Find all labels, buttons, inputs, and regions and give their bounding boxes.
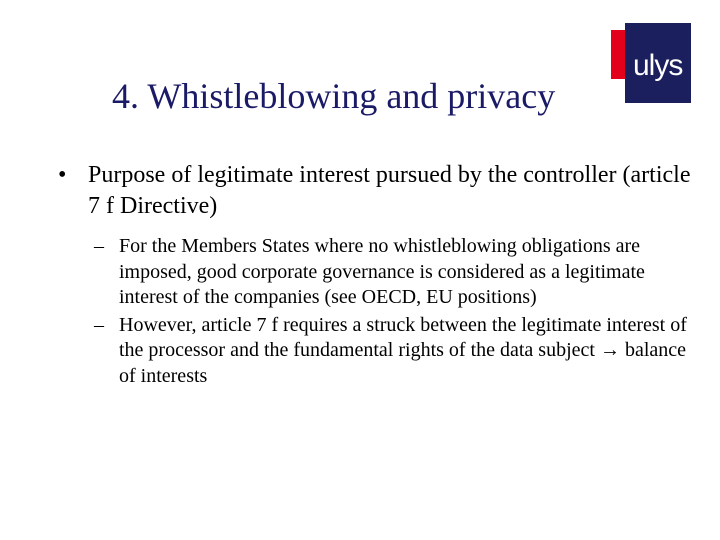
sub-bullet-item (94, 234, 698, 311)
right-arrow-icon: → (599, 339, 620, 361)
sub-bullet-text-before: However, article 7 f requires a struck between the legitimate interest of the processor and the fundamental rights of the data subject (119, 313, 687, 361)
bullet-item (58, 160, 698, 222)
dash-marker: – (94, 313, 104, 336)
logo-text: ulys (633, 49, 683, 82)
dash-marker: – (94, 235, 104, 257)
bullet-text: Purpose of legitimate interest pursued by the controller (article 7 f Directive) (88, 162, 691, 219)
sub-bullet-item (94, 313, 698, 390)
slide-title: 4. Whistleblowing and privacy (112, 76, 556, 116)
bullet-marker: • (58, 162, 67, 188)
sub-bullet-text-after: balance of interests (119, 339, 687, 387)
sub-bullet-text: For the Members States where no whistleblowing obligations are imposed, good corporate governance is considered as a legitimate interest of the companies (see OECD, EU positions) (119, 235, 645, 308)
logo-red-bar (611, 30, 625, 79)
ulys-logo (611, 23, 691, 103)
sub-bullet-list (94, 234, 698, 389)
slide-content (58, 160, 698, 391)
